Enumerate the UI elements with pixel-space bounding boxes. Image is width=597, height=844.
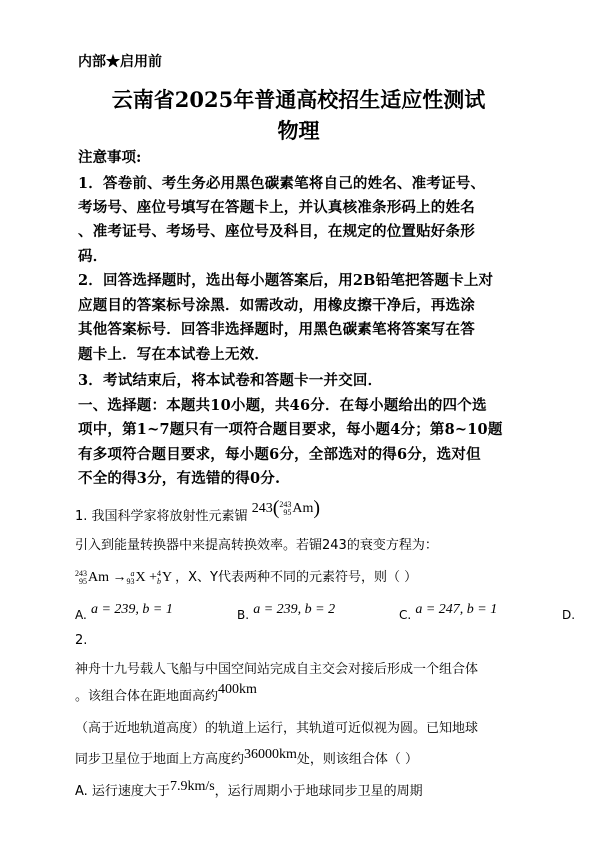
q1-eq-am-symbol: Am xyxy=(88,570,109,585)
q1-eq-x: X xyxy=(135,570,146,585)
notice-line: 、准考证号、考场号、座位号及科目，在规定的位置贴好条形 xyxy=(78,223,475,240)
q1-option-a[interactable] xyxy=(75,602,173,622)
q1-decay-equation xyxy=(75,570,175,585)
q1-line2: 引入到能量转换器中来提高转换效率。若镅243的衰变方程为： xyxy=(75,538,438,553)
notice-line: 题卡上．写在本试卷上无效． xyxy=(78,346,270,363)
q1-eq-arrow: → xyxy=(112,570,127,585)
q2-height: 400km xyxy=(218,682,257,697)
q2-option-a[interactable] xyxy=(75,780,423,800)
q2-line4-tail: 处，则该组合体（ ） xyxy=(296,752,419,767)
q1-eq-tail: ，X、Y代表两种不同的元素符号，则（ ） xyxy=(175,570,418,585)
notice-line: 3．考试结束后，将本试卷和答题卡一并交回． xyxy=(78,372,383,389)
q1-eq-am-atomic: 95 xyxy=(79,576,87,586)
section-instruction-line: 有多项符合题目要求，每小题6分，全部选对的得6分，选对但 xyxy=(78,446,481,463)
q1-eq-a: a xyxy=(130,568,135,578)
notice-line: 1．答卷前、考生务必用黑色碳素笔将自己的姓名、准考证号、 xyxy=(78,175,486,192)
q2-line4 xyxy=(75,748,418,768)
section-instruction-line: 不全的得3分，有选错的得0分. xyxy=(78,470,281,487)
section-instruction-line: 项中，第1~7题只有一项符合题目要求，每小题4分；第8~10题 xyxy=(78,421,503,438)
q2-option-a-speed: 7.9km/s xyxy=(169,779,215,794)
q1-eq-y: Y xyxy=(162,570,172,585)
q1-eq-4: 4 xyxy=(157,568,162,578)
q1-eq-93: 93 xyxy=(126,576,135,586)
q1-option-c[interactable] xyxy=(399,602,498,622)
q1-mass-number: 243 xyxy=(251,501,273,516)
q1-element-symbol: Am xyxy=(292,501,314,516)
exam-title: 云南省2025年普通高校招生适应性测试 xyxy=(111,87,486,112)
q1-option-b-text: a = 239, b = 2 xyxy=(253,602,336,617)
q1-option-c-text: a = 247, b = 1 xyxy=(415,602,498,617)
notice-line: 应题目的答案标号涂黑．如需改动，用橡皮擦干净后，再选涂 xyxy=(78,297,475,314)
q1-option-b[interactable] xyxy=(237,602,336,622)
q1-option-d-label: D. xyxy=(562,608,576,622)
notice-label: 注意事项: xyxy=(78,149,142,166)
q1-option-b-label: B. xyxy=(237,608,250,622)
q1-eq-am-prescript xyxy=(75,570,87,586)
q1-option-a-label: A. xyxy=(75,608,87,622)
q1-eq-b: b xyxy=(157,576,162,586)
subject-title: 物理 xyxy=(277,118,320,143)
section-instruction-line: 一、选择题：本题共10小题，共46分．在每小题给出的四个选 xyxy=(78,397,487,414)
q1-eq-plus: + xyxy=(149,570,158,585)
confidential-mark: 内部★启用前 xyxy=(78,54,162,70)
notice-line: 2．回答选择题时，选出每小题答案后，用2B铅笔把答题卡上对 xyxy=(78,272,494,289)
q1-atomic-number: 95 xyxy=(283,507,292,517)
q1-option-c-label: C. xyxy=(399,608,412,622)
q1-mass-sup: 243 xyxy=(279,499,292,509)
q1-eq-x-prescript xyxy=(127,570,135,586)
q1-equation-line xyxy=(75,566,417,586)
q1-option-d[interactable] xyxy=(562,602,576,622)
q1-intro-text: 1. 我国科学家将放射性元素镅 xyxy=(75,509,248,524)
q2-line2-text: 。该组合体在距地面高约 xyxy=(75,689,219,704)
q1-option-a-text: a = 239, b = 1 xyxy=(90,602,173,617)
notice-line: 其他答案标号．回答非选择题时，用黑色碳素笔将答案写在答 xyxy=(78,321,475,338)
q2-line2 xyxy=(75,682,257,705)
q2-line3: （高于近地轨道高度）的轨道上运行，其轨道可近似视为圆。已知地球 xyxy=(75,721,479,736)
q1-element-formula: 243( 243 95 Am) xyxy=(251,497,321,519)
q2-option-a-label: A. 运行速度大于 xyxy=(75,784,170,799)
q1-eq-y-prescript xyxy=(157,570,161,586)
q2-sync-height: 36000km xyxy=(244,747,297,762)
q1-intro xyxy=(75,497,321,528)
q2-line1: 神舟十九号载人飞船与中国空间站完成自主交会对接后形成一个组合体 xyxy=(75,662,479,677)
notice-line: 码． xyxy=(78,248,108,265)
q2-option-a-tail: ，运行周期小于地球同步卫星的周期 xyxy=(214,784,423,799)
q1-nuclide-prescript xyxy=(279,501,291,517)
q2-number: 2. xyxy=(75,633,88,648)
notice-line: 考场号、座位号填写在答题卡上，并认真核准条形码上的姓名 xyxy=(78,199,475,216)
q2-line4-text: 同步卫星位于地面上方高度约 xyxy=(75,752,245,767)
q1-eq-am-mass: 243 xyxy=(75,568,87,578)
